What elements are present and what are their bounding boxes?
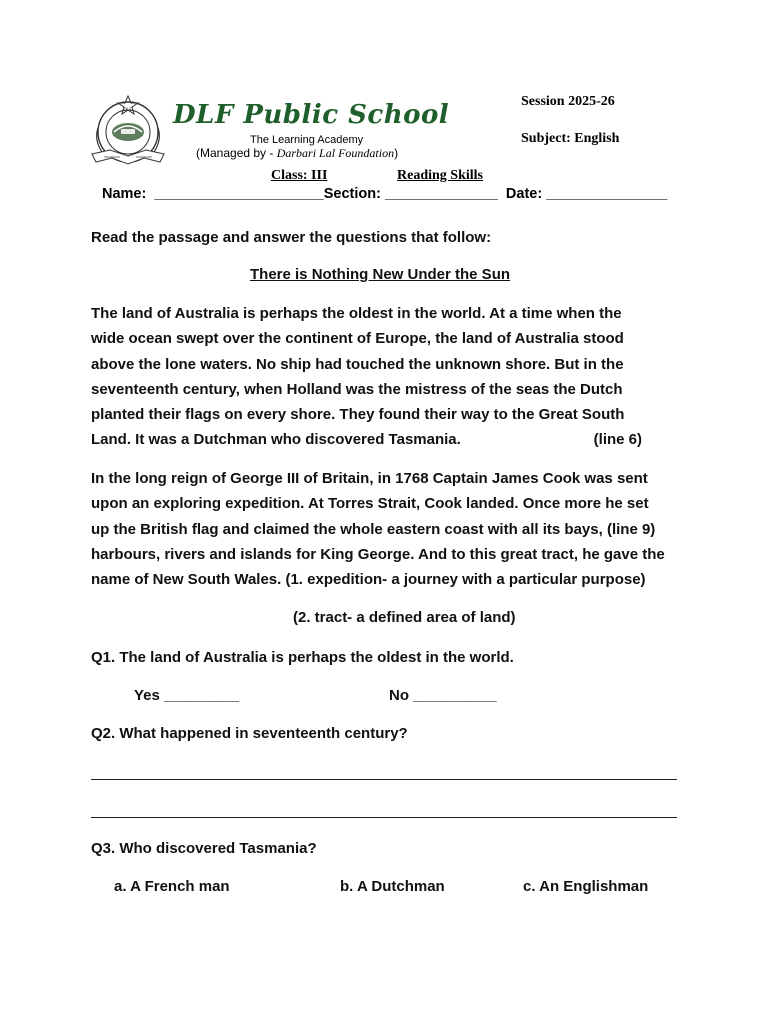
instruction-text: Read the passage and answer the questions that follow:: [91, 229, 492, 246]
paragraph-line: up the British flag and claimed the whole eastern coast with all its bays, (line 9): [91, 520, 656, 538]
passage-paragraph-2: [91, 466, 665, 592]
question-2: Q2. What happened in seventeenth century?: [91, 725, 408, 742]
paragraph-line: name of New South Wales. (1. expedition- a journey with a particular purpose): [91, 571, 646, 589]
q1-no-option[interactable]: No __________: [389, 687, 497, 704]
paragraph-line: The land of Australia is perhaps the oldest in the world. At a time when the: [91, 305, 622, 322]
school-emblem-icon: [90, 94, 166, 166]
topic-label: Reading Skills: [397, 168, 483, 183]
q1-yes-option[interactable]: Yes _________: [134, 687, 240, 704]
line-reference: (line 6): [593, 431, 642, 449]
svg-text:DLF: DLF: [124, 107, 132, 112]
managed-by-line: [196, 146, 398, 161]
paragraph-line: harbours, rivers and islands for King George. And to this great tract, he gave the: [91, 545, 665, 563]
subject-label: Subject: English: [521, 131, 620, 146]
school-name: DLF Public School: [173, 100, 450, 130]
question-3: Q3. Who discovered Tasmania?: [91, 840, 317, 857]
q3-option-b[interactable]: b. A Dutchman: [340, 878, 445, 895]
class-label: Class: III: [271, 168, 328, 183]
q3-option-c[interactable]: c. An Englishman: [523, 878, 649, 895]
paragraph-line: planted their flags on every shore. They found their way to the Great South: [91, 406, 625, 424]
q3-option-a[interactable]: a. A French man: [114, 878, 230, 895]
school-tagline: The Learning Academy: [250, 134, 364, 146]
paragraph-line: upon an exploring expedition. At Torres Strait, Cook landed. Once more he set: [91, 495, 649, 513]
session-label: Session 2025-26: [521, 94, 615, 109]
answer-line[interactable]: [91, 779, 677, 780]
paragraph-line: wide ocean swept over the continent of Europe, the land of Australia stood: [91, 330, 624, 348]
paragraph-line: In the long reign of George III of Britain, in 1768 Captain James Cook was sent: [91, 470, 648, 487]
passage-paragraph-1: [91, 301, 651, 453]
managed-prefix: (Managed by -: [196, 146, 277, 160]
student-info-line: Name: _____________________Section: ______________ Date: _______________: [102, 186, 668, 202]
paragraph-line: Land. It was a Dutchman who discovered Tasmania.: [91, 431, 461, 449]
managed-suffix: ): [394, 146, 399, 160]
school-logo: [90, 94, 166, 166]
class-topic-line: [271, 168, 483, 184]
question-1: Q1. The land of Australia is perhaps the oldest in the world.: [91, 649, 514, 666]
glossary-note: (2. tract- a defined area of land): [293, 609, 516, 626]
answer-line[interactable]: [91, 817, 677, 818]
paragraph-line: seventeenth century, when Holland was the mistress of the seas the Dutch: [91, 380, 623, 398]
paragraph-line: above the lone waters. No ship had touched the unknown shore. But in the: [91, 355, 624, 373]
paragraph-last-line: [91, 427, 642, 452]
foundation-name: Darbari Lal Foundation: [276, 146, 395, 160]
passage-title: There is Nothing New Under the Sun: [250, 266, 511, 283]
